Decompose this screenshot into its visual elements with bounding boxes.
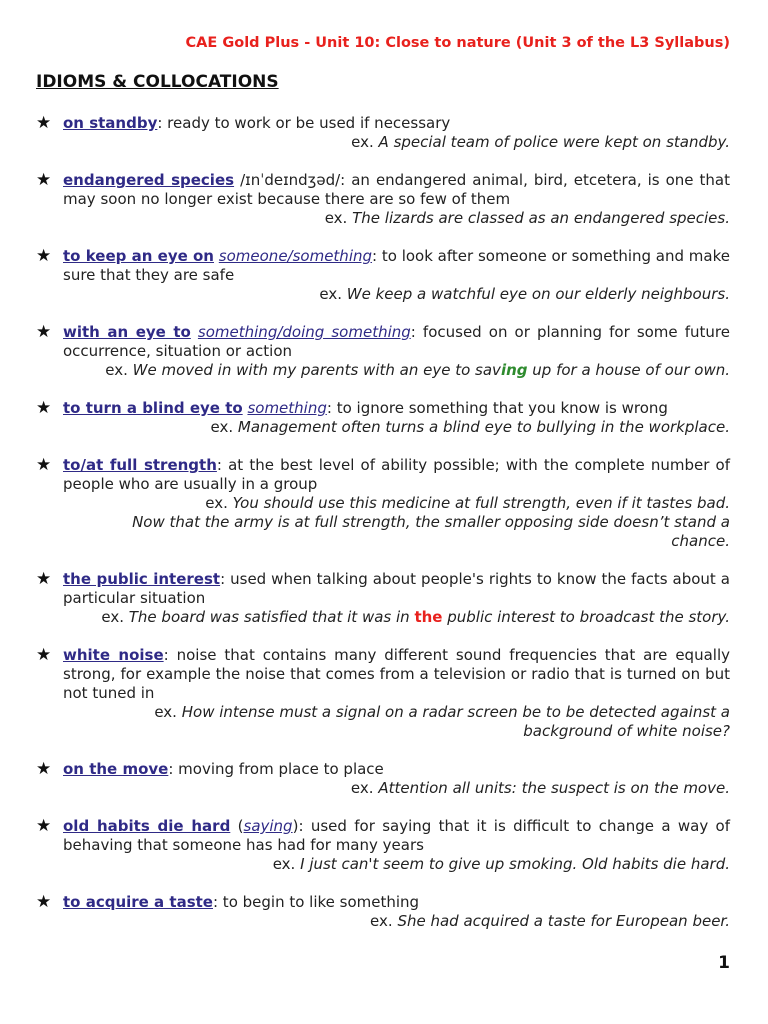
example-prefix: ex.: [210, 418, 234, 436]
idiom-example: [36, 285, 730, 304]
idiom-entry: [36, 171, 730, 228]
idiom-term-placeholder: saying: [243, 817, 293, 835]
example-text-continued: public interest to broadcast the story.: [442, 608, 730, 626]
idiom-entry: [36, 817, 730, 874]
definition-text: : focused on or planning for some future occurrence, situation or action: [63, 323, 730, 360]
idiom-term-placeholder: something: [247, 399, 327, 417]
example-text: The lizards are classed as an endangered species.: [352, 209, 730, 227]
idiom-definition: [63, 114, 730, 133]
definition-text: : to look after someone or something and make sure that they are safe: [63, 247, 730, 284]
idiom-term: to keep an eye on: [63, 247, 214, 265]
example-prefix: ex.: [101, 608, 124, 626]
example-text: We moved in with my parents with an eye to sav: [132, 361, 501, 379]
idiom-entry: [36, 646, 730, 741]
star-bullet-icon: ★: [36, 322, 52, 342]
idiom-term: on the move: [63, 760, 169, 778]
idiom-definition: [63, 399, 730, 418]
definition-text: : to begin to like something: [212, 893, 420, 911]
open-paren: (: [230, 817, 244, 835]
idiom-term: to turn a blind eye to: [63, 399, 243, 417]
example-prefix: ex.: [105, 361, 128, 379]
idiom-example: [36, 608, 730, 627]
idiom-term: old habits die hard: [63, 817, 231, 835]
star-bullet-icon: ★: [36, 246, 52, 266]
page-number: 1: [718, 953, 730, 973]
idiom-entry: [36, 760, 730, 798]
pronunciation: /ɪnˈdeɪndʒəd/: [234, 171, 341, 189]
star-bullet-icon: ★: [36, 113, 52, 133]
idiom-example-second: [36, 513, 730, 551]
idiom-term: white noise: [63, 646, 164, 664]
idiom-term: to acquire a taste: [63, 893, 213, 911]
definition-text: : at the best level of ability possible; with the complete number of people who are usually in a group: [63, 456, 730, 493]
example-text: You should use this medicine at full strength, even if it tastes bad.: [232, 494, 730, 512]
definition-text: : noise that contains many different sound frequencies that are equally strong, for example the noise that comes from a television or radio that is turned on but not tuned in: [63, 646, 730, 702]
idiom-entry: [36, 247, 730, 304]
idiom-term: to/at full strength: [63, 456, 217, 474]
definition-text: : an endangered animal, bird, etcetera, is one that may soon no longer exist because there are so few of them: [63, 171, 730, 208]
definition-text: : moving from place to place: [168, 760, 384, 778]
idiom-list: [36, 114, 730, 950]
idiom-entry: [36, 114, 730, 152]
example-prefix: ex.: [351, 133, 374, 151]
definition-text: : used when talking about people's rights to know the facts about a particular situation: [63, 570, 730, 607]
definition-text: : used for saying that it is difficult to change a way of behaving that someone has had for many years: [63, 817, 730, 854]
idiom-entry: [36, 456, 730, 551]
idiom-definition: [63, 760, 730, 779]
idiom-definition: [63, 171, 730, 209]
idiom-term-placeholder: something/doing something: [197, 323, 411, 341]
idiom-example: [36, 703, 730, 741]
star-bullet-icon: ★: [36, 816, 52, 836]
idiom-definition: [63, 456, 730, 494]
idiom-term: with an eye to: [63, 323, 191, 341]
idiom-definition: [63, 646, 730, 703]
idiom-example: [36, 494, 730, 513]
idiom-entry: [36, 399, 730, 437]
example-prefix: ex.: [324, 209, 348, 227]
example-text: A special team of police were kept on standby.: [378, 133, 730, 151]
idiom-term: on standby: [63, 114, 158, 132]
example-text: The board was satisfied that it was in: [128, 608, 415, 626]
star-bullet-icon: ★: [36, 759, 52, 779]
idiom-entry: [36, 323, 730, 380]
example-prefix: ex.: [272, 855, 296, 873]
idiom-entry: [36, 893, 730, 931]
idiom-term-placeholder: someone/something: [218, 247, 373, 265]
example-text: How intense must a signal on a radar screen be to be detected against a background of white noise?: [181, 703, 730, 740]
idiom-definition: [63, 817, 730, 855]
idiom-definition: [63, 893, 730, 912]
section-title: IDIOMS & COLLOCATIONS: [36, 72, 279, 92]
example-text: She had acquired a taste for European beer.: [397, 912, 730, 930]
idiom-example: [36, 361, 730, 380]
star-bullet-icon: ★: [36, 569, 52, 589]
example-text: I just can't seem to give up smoking. Old habits die hard.: [300, 855, 730, 873]
idiom-definition: [63, 247, 730, 285]
idiom-example: [36, 133, 730, 152]
example-text: We keep a watchful eye on our elderly neighbours.: [346, 285, 730, 303]
idiom-example: [36, 855, 730, 874]
star-bullet-icon: ★: [36, 455, 52, 475]
idiom-example: [36, 779, 730, 798]
example-text: Management often turns a blind eye to bullying in the workplace.: [237, 418, 730, 436]
example-text-continued: up for a house of our own.: [527, 361, 730, 379]
example-highlight: the: [414, 608, 443, 626]
idiom-entry: [36, 570, 730, 627]
example-prefix: ex.: [205, 494, 228, 512]
example-prefix: ex.: [154, 703, 177, 721]
star-bullet-icon: ★: [36, 398, 52, 418]
example-prefix: ex.: [319, 285, 342, 303]
idiom-definition: [63, 323, 730, 361]
idiom-term: endangered species: [63, 171, 235, 189]
idiom-example: [36, 209, 730, 228]
star-bullet-icon: ★: [36, 892, 52, 912]
example-prefix: ex.: [370, 912, 393, 930]
idiom-definition: [63, 570, 730, 608]
idiom-example: [36, 418, 730, 437]
star-bullet-icon: ★: [36, 645, 52, 665]
example-text: Attention all units: the suspect is on the move.: [378, 779, 730, 797]
idiom-example: [36, 912, 730, 931]
idiom-term: the public interest: [63, 570, 221, 588]
star-bullet-icon: ★: [36, 170, 52, 190]
example-text: Now that the army is at full strength, the smaller opposing side doesn’t stand a chance.: [132, 513, 730, 550]
page-header: CAE Gold Plus - Unit 10: Close to nature (Unit 3 of the L3 Syllabus): [185, 35, 730, 51]
definition-text: : ready to work or be used if necessary: [157, 114, 451, 132]
example-highlight: ing: [500, 361, 528, 379]
close-paren: ): [292, 817, 299, 835]
example-prefix: ex.: [350, 779, 374, 797]
definition-text: : to ignore something that you know is wrong: [326, 399, 668, 417]
